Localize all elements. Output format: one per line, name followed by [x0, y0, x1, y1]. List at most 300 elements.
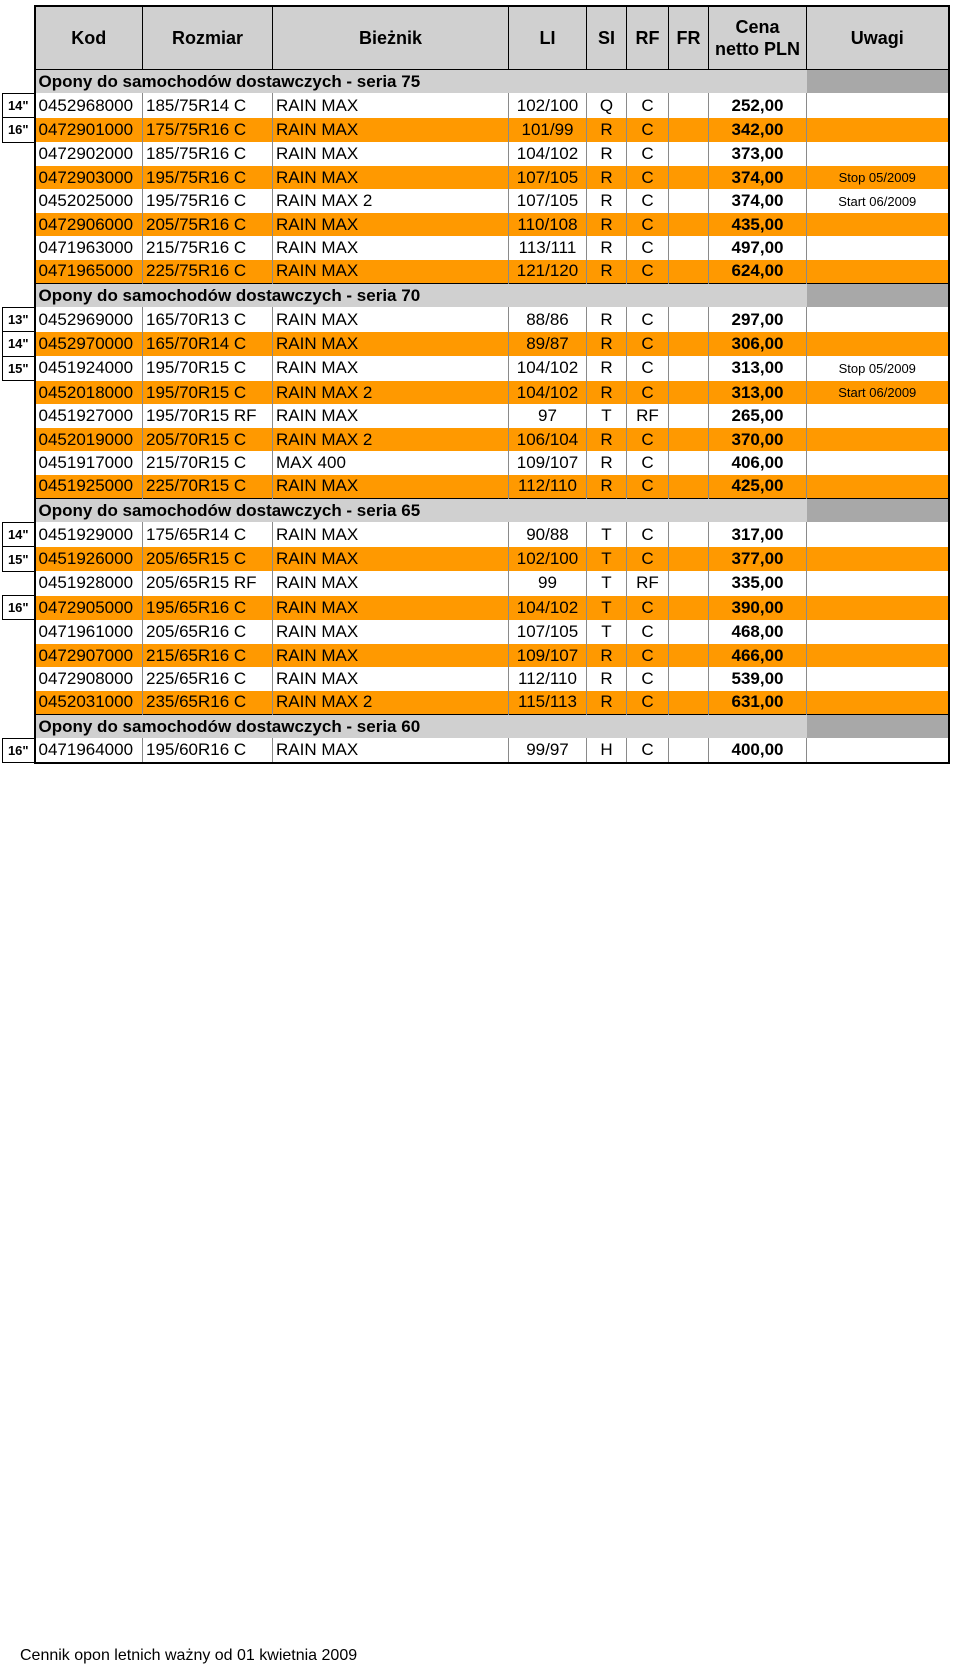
tire-size-cell: 205/65R16 C: [143, 620, 273, 644]
rim-size-label: [3, 691, 35, 715]
table-row: [3, 571, 949, 595]
load-index-cell: 107/105: [509, 166, 587, 189]
tire-size-cell: 175/75R16 C: [143, 118, 273, 142]
rf-code-cell: C: [627, 332, 669, 356]
fr-code-cell: [669, 451, 709, 474]
rf-code-cell: C: [627, 166, 669, 189]
table-row: [3, 189, 949, 212]
net-price-cell: 252,00: [709, 93, 807, 117]
rf-code-cell: RF: [627, 571, 669, 595]
tire-size-cell: 225/70R15 C: [143, 475, 273, 499]
remarks-cell: [807, 522, 949, 546]
remarks-cell: [807, 644, 949, 667]
table-row: [3, 522, 949, 546]
fr-code-cell: [669, 691, 709, 715]
col-header-uwagi: Uwagi: [807, 6, 949, 70]
rim-size-label: [3, 620, 35, 644]
rf-code-cell: RF: [627, 404, 669, 427]
section-fill: [709, 499, 807, 523]
fr-code-cell: [669, 142, 709, 166]
speed-index-cell: R: [587, 307, 627, 331]
col-header-cena: [709, 6, 807, 70]
net-price-cell: 406,00: [709, 451, 807, 474]
table-row: [3, 236, 949, 259]
net-price-cell: 468,00: [709, 620, 807, 644]
section-fill: [807, 499, 949, 523]
speed-index-cell: R: [587, 381, 627, 405]
fr-code-cell: [669, 93, 709, 117]
rim-size-cell: [3, 499, 35, 523]
product-code-cell: 0472907000: [35, 644, 143, 667]
tread-name-cell: RAIN MAX 2: [273, 189, 509, 212]
section-title: Opony do samochodów dostawczych - seria 75: [35, 70, 509, 94]
load-index-cell: 106/104: [509, 428, 587, 451]
tread-name-cell: RAIN MAX 2: [273, 691, 509, 715]
load-index-cell: 104/102: [509, 596, 587, 620]
rf-code-cell: C: [627, 93, 669, 117]
remarks-cell: [807, 307, 949, 331]
remarks-cell: [807, 738, 949, 762]
remarks-cell: [807, 213, 949, 236]
tire-size-cell: 205/65R15 RF: [143, 571, 273, 595]
load-index-cell: 104/102: [509, 381, 587, 405]
fr-code-cell: [669, 189, 709, 212]
tread-name-cell: RAIN MAX 2: [273, 381, 509, 405]
tread-name-cell: RAIN MAX: [273, 644, 509, 667]
tread-name-cell: RAIN MAX: [273, 166, 509, 189]
load-index-cell: 115/113: [509, 691, 587, 715]
col-header-li: LI: [509, 6, 587, 70]
rim-size-label: 14": [3, 93, 35, 117]
speed-index-cell: R: [587, 451, 627, 474]
net-price-cell: 425,00: [709, 475, 807, 499]
rim-size-label: [3, 236, 35, 259]
product-code-cell: 0452969000: [35, 307, 143, 331]
table-row: [3, 213, 949, 236]
fr-code-cell: [669, 667, 709, 690]
speed-index-cell: R: [587, 142, 627, 166]
remarks-cell: [807, 332, 949, 356]
speed-index-cell: R: [587, 667, 627, 690]
tread-name-cell: RAIN MAX: [273, 307, 509, 331]
rf-code-cell: C: [627, 142, 669, 166]
rf-code-cell: C: [627, 596, 669, 620]
col-header-rozmiar: Rozmiar: [143, 6, 273, 70]
load-index-cell: 104/102: [509, 356, 587, 380]
tread-name-cell: RAIN MAX: [273, 547, 509, 571]
tread-name-cell: RAIN MAX: [273, 620, 509, 644]
price-list: [2, 5, 950, 764]
fr-code-cell: [669, 596, 709, 620]
col-header-fr: FR: [669, 6, 709, 70]
tread-name-cell: RAIN MAX: [273, 118, 509, 142]
remarks-cell: [807, 475, 949, 499]
product-code-cell: 0471963000: [35, 236, 143, 259]
speed-index-cell: R: [587, 475, 627, 499]
remarks-cell: Start 06/2009: [807, 189, 949, 212]
product-code-cell: 0472903000: [35, 166, 143, 189]
remarks-cell: [807, 667, 949, 690]
tire-size-cell: 165/70R14 C: [143, 332, 273, 356]
speed-index-cell: R: [587, 213, 627, 236]
tire-size-cell: 205/75R16 C: [143, 213, 273, 236]
remarks-cell: [807, 691, 949, 715]
tire-size-cell: 185/75R14 C: [143, 93, 273, 117]
header-row: [3, 6, 949, 70]
remarks-cell: [807, 428, 949, 451]
section-fill: [509, 70, 709, 94]
fr-code-cell: [669, 260, 709, 284]
rf-code-cell: C: [627, 307, 669, 331]
product-code-cell: 0471965000: [35, 260, 143, 284]
speed-index-cell: R: [587, 356, 627, 380]
product-code-cell: 0452019000: [35, 428, 143, 451]
rim-size-label: 13": [3, 307, 35, 331]
table-row: [3, 332, 949, 356]
net-price-cell: 377,00: [709, 547, 807, 571]
load-index-cell: 101/99: [509, 118, 587, 142]
rim-size-label: 14": [3, 522, 35, 546]
table-body: [3, 70, 949, 763]
load-index-cell: 99/97: [509, 738, 587, 762]
rf-code-cell: C: [627, 475, 669, 499]
load-index-cell: 88/86: [509, 307, 587, 331]
tread-name-cell: RAIN MAX: [273, 356, 509, 380]
load-index-cell: 104/102: [509, 142, 587, 166]
section-fill: [807, 284, 949, 308]
tread-name-cell: RAIN MAX: [273, 738, 509, 762]
load-index-cell: 90/88: [509, 522, 587, 546]
load-index-cell: 110/108: [509, 213, 587, 236]
section-fill: [709, 70, 807, 94]
speed-index-cell: Q: [587, 93, 627, 117]
section-header-row: [3, 499, 949, 523]
table-row: [3, 404, 949, 427]
tread-name-cell: RAIN MAX: [273, 332, 509, 356]
fr-code-cell: [669, 118, 709, 142]
table-row: [3, 644, 949, 667]
table-row: [3, 667, 949, 690]
section-header-row: [3, 284, 949, 308]
product-code-cell: 0451925000: [35, 475, 143, 499]
table-row: [3, 356, 949, 380]
tread-name-cell: RAIN MAX: [273, 596, 509, 620]
remarks-cell: Stop 05/2009: [807, 166, 949, 189]
table-row: [3, 738, 949, 762]
rim-size-label: 16": [3, 118, 35, 142]
speed-index-cell: T: [587, 620, 627, 644]
tire-size-cell: 215/70R15 C: [143, 451, 273, 474]
net-price-cell: 374,00: [709, 166, 807, 189]
rim-size-label: 15": [3, 547, 35, 571]
load-index-cell: 99: [509, 571, 587, 595]
tread-name-cell: RAIN MAX: [273, 236, 509, 259]
speed-index-cell: T: [587, 404, 627, 427]
tire-size-cell: 195/60R16 C: [143, 738, 273, 762]
fr-code-cell: [669, 236, 709, 259]
remarks-cell: Stop 05/2009: [807, 356, 949, 380]
price-table: [2, 5, 950, 764]
rf-code-cell: C: [627, 451, 669, 474]
remarks-cell: [807, 93, 949, 117]
load-index-cell: 113/111: [509, 236, 587, 259]
tire-size-cell: 205/70R15 C: [143, 428, 273, 451]
fr-code-cell: [669, 547, 709, 571]
remarks-cell: [807, 620, 949, 644]
table-row: [3, 118, 949, 142]
net-price-cell: 466,00: [709, 644, 807, 667]
speed-index-cell: R: [587, 644, 627, 667]
rim-size-label: 16": [3, 738, 35, 762]
net-price-cell: 631,00: [709, 691, 807, 715]
tire-size-cell: 195/70R15 RF: [143, 404, 273, 427]
speed-index-cell: T: [587, 522, 627, 546]
tire-size-cell: 185/75R16 C: [143, 142, 273, 166]
remarks-cell: [807, 547, 949, 571]
load-index-cell: 121/120: [509, 260, 587, 284]
remarks-cell: [807, 118, 949, 142]
load-index-cell: 102/100: [509, 547, 587, 571]
remarks-cell: [807, 236, 949, 259]
fr-code-cell: [669, 404, 709, 427]
section-title: Opony do samochodów dostawczych - seria 65: [35, 499, 509, 523]
fr-code-cell: [669, 522, 709, 546]
col-header-rf: RF: [627, 6, 669, 70]
rim-size-label: 14": [3, 332, 35, 356]
rim-size-cell: [3, 70, 35, 94]
rim-size-label: [3, 428, 35, 451]
net-price-cell: 624,00: [709, 260, 807, 284]
product-code-cell: 0471964000: [35, 738, 143, 762]
speed-index-cell: R: [587, 260, 627, 284]
col-header-kod: Kod: [35, 6, 143, 70]
fr-code-cell: [669, 332, 709, 356]
load-index-cell: 112/110: [509, 667, 587, 690]
speed-index-cell: T: [587, 547, 627, 571]
load-index-cell: 89/87: [509, 332, 587, 356]
speed-index-cell: R: [587, 236, 627, 259]
table-row: [3, 691, 949, 715]
tire-size-cell: 205/65R15 C: [143, 547, 273, 571]
tread-name-cell: RAIN MAX: [273, 522, 509, 546]
load-index-cell: 109/107: [509, 451, 587, 474]
product-code-cell: 0451927000: [35, 404, 143, 427]
net-price-cell: 306,00: [709, 332, 807, 356]
speed-index-cell: R: [587, 166, 627, 189]
load-index-cell: 102/100: [509, 93, 587, 117]
table-row: [3, 142, 949, 166]
product-code-cell: 0472908000: [35, 667, 143, 690]
load-index-cell: 97: [509, 404, 587, 427]
section-fill: [807, 70, 949, 94]
net-price-cell: 265,00: [709, 404, 807, 427]
fr-code-cell: [669, 213, 709, 236]
table-row: [3, 428, 949, 451]
rim-size-label: 15": [3, 356, 35, 380]
product-code-cell: 0472902000: [35, 142, 143, 166]
footer-text: Cennik opon letnich ważny od 01 kwietnia 2009: [20, 1647, 358, 1664]
rf-code-cell: C: [627, 260, 669, 284]
load-index-cell: 112/110: [509, 475, 587, 499]
tread-name-cell: RAIN MAX: [273, 93, 509, 117]
tread-name-cell: MAX 400: [273, 451, 509, 474]
net-price-cell: 313,00: [709, 381, 807, 405]
fr-code-cell: [669, 428, 709, 451]
tire-size-cell: 235/65R16 C: [143, 691, 273, 715]
tire-size-cell: 215/75R16 C: [143, 236, 273, 259]
cena-line-1: Cena: [735, 17, 780, 37]
rim-size-label: [3, 475, 35, 499]
rf-code-cell: C: [627, 213, 669, 236]
remarks-cell: [807, 571, 949, 595]
section-fill: [509, 715, 709, 739]
product-code-cell: 0451929000: [35, 522, 143, 546]
speed-index-cell: T: [587, 571, 627, 595]
remarks-cell: [807, 451, 949, 474]
rim-size-label: [3, 166, 35, 189]
col-header-beznik: Bieżnik: [273, 6, 509, 70]
tread-name-cell: RAIN MAX: [273, 404, 509, 427]
remarks-cell: [807, 596, 949, 620]
section-fill: [709, 715, 807, 739]
section-fill: [509, 499, 709, 523]
fr-code-cell: [669, 166, 709, 189]
tire-size-cell: 195/70R15 C: [143, 381, 273, 405]
product-code-cell: 0452031000: [35, 691, 143, 715]
col-header-si: SI: [587, 6, 627, 70]
rim-size-label: [3, 667, 35, 690]
tread-name-cell: RAIN MAX 2: [273, 428, 509, 451]
section-header-row: [3, 70, 949, 94]
fr-code-cell: [669, 307, 709, 331]
section-fill: [807, 715, 949, 739]
rf-code-cell: C: [627, 236, 669, 259]
rf-code-cell: C: [627, 118, 669, 142]
table-row: [3, 547, 949, 571]
remarks-cell: [807, 142, 949, 166]
rim-size-label: [3, 571, 35, 595]
tread-name-cell: RAIN MAX: [273, 213, 509, 236]
speed-index-cell: R: [587, 691, 627, 715]
rim-size-label: [3, 451, 35, 474]
net-price-cell: 370,00: [709, 428, 807, 451]
table-row: [3, 166, 949, 189]
rf-code-cell: C: [627, 381, 669, 405]
section-fill: [709, 284, 807, 308]
fr-code-cell: [669, 475, 709, 499]
product-code-cell: 0451917000: [35, 451, 143, 474]
cena-line-2: netto PLN: [715, 39, 800, 59]
product-code-cell: 0451926000: [35, 547, 143, 571]
net-price-cell: 313,00: [709, 356, 807, 380]
section-fill: [509, 284, 709, 308]
rim-size-cell: [3, 284, 35, 308]
product-code-cell: 0451928000: [35, 571, 143, 595]
rf-code-cell: C: [627, 547, 669, 571]
rim-size-label: [3, 644, 35, 667]
rf-code-cell: C: [627, 356, 669, 380]
fr-code-cell: [669, 620, 709, 644]
speed-index-cell: R: [587, 189, 627, 212]
product-code-cell: 0452025000: [35, 189, 143, 212]
rim-size-label: [3, 404, 35, 427]
rf-code-cell: C: [627, 428, 669, 451]
speed-index-cell: R: [587, 428, 627, 451]
net-price-cell: 400,00: [709, 738, 807, 762]
remarks-cell: Start 06/2009: [807, 381, 949, 405]
table-row: [3, 381, 949, 405]
fr-code-cell: [669, 738, 709, 762]
net-price-cell: 374,00: [709, 189, 807, 212]
tread-name-cell: RAIN MAX: [273, 667, 509, 690]
product-code-cell: 0471961000: [35, 620, 143, 644]
rf-code-cell: C: [627, 738, 669, 762]
rim-size-label: [3, 213, 35, 236]
tire-size-cell: 225/75R16 C: [143, 260, 273, 284]
net-price-cell: 390,00: [709, 596, 807, 620]
rf-code-cell: C: [627, 644, 669, 667]
tire-size-cell: 175/65R14 C: [143, 522, 273, 546]
rim-size-label: [3, 189, 35, 212]
net-price-cell: 539,00: [709, 667, 807, 690]
net-price-cell: 497,00: [709, 236, 807, 259]
tread-name-cell: RAIN MAX: [273, 260, 509, 284]
tire-size-cell: 225/65R16 C: [143, 667, 273, 690]
fr-code-cell: [669, 356, 709, 380]
load-index-cell: 109/107: [509, 644, 587, 667]
net-price-cell: 373,00: [709, 142, 807, 166]
tread-name-cell: RAIN MAX: [273, 475, 509, 499]
section-header-row: [3, 715, 949, 739]
tire-size-cell: 215/65R16 C: [143, 644, 273, 667]
product-code-cell: 0452018000: [35, 381, 143, 405]
product-code-cell: 0472901000: [35, 118, 143, 142]
tire-size-cell: 195/65R16 C: [143, 596, 273, 620]
table-row: [3, 451, 949, 474]
tire-size-cell: 195/75R16 C: [143, 189, 273, 212]
rim-size-label: [3, 260, 35, 284]
rf-code-cell: C: [627, 691, 669, 715]
table-row: [3, 260, 949, 284]
product-code-cell: 0452970000: [35, 332, 143, 356]
net-price-cell: 342,00: [709, 118, 807, 142]
fr-code-cell: [669, 644, 709, 667]
tread-name-cell: RAIN MAX: [273, 142, 509, 166]
rf-code-cell: C: [627, 667, 669, 690]
table-row: [3, 620, 949, 644]
rim-size-cell: [3, 715, 35, 739]
tire-size-cell: 165/70R13 C: [143, 307, 273, 331]
rf-code-cell: C: [627, 189, 669, 212]
speed-index-cell: H: [587, 738, 627, 762]
table-row: [3, 475, 949, 499]
remarks-cell: [807, 260, 949, 284]
rim-size-label: [3, 142, 35, 166]
rim-size-label: 16": [3, 596, 35, 620]
section-title: Opony do samochodów dostawczych - seria 60: [35, 715, 509, 739]
table-row: [3, 596, 949, 620]
speed-index-cell: T: [587, 596, 627, 620]
net-price-cell: 335,00: [709, 571, 807, 595]
rf-code-cell: C: [627, 620, 669, 644]
load-index-cell: 107/105: [509, 620, 587, 644]
product-code-cell: 0472906000: [35, 213, 143, 236]
rf-code-cell: C: [627, 522, 669, 546]
speed-index-cell: R: [587, 332, 627, 356]
table-row: [3, 307, 949, 331]
net-price-cell: 435,00: [709, 213, 807, 236]
tread-name-cell: RAIN MAX: [273, 571, 509, 595]
